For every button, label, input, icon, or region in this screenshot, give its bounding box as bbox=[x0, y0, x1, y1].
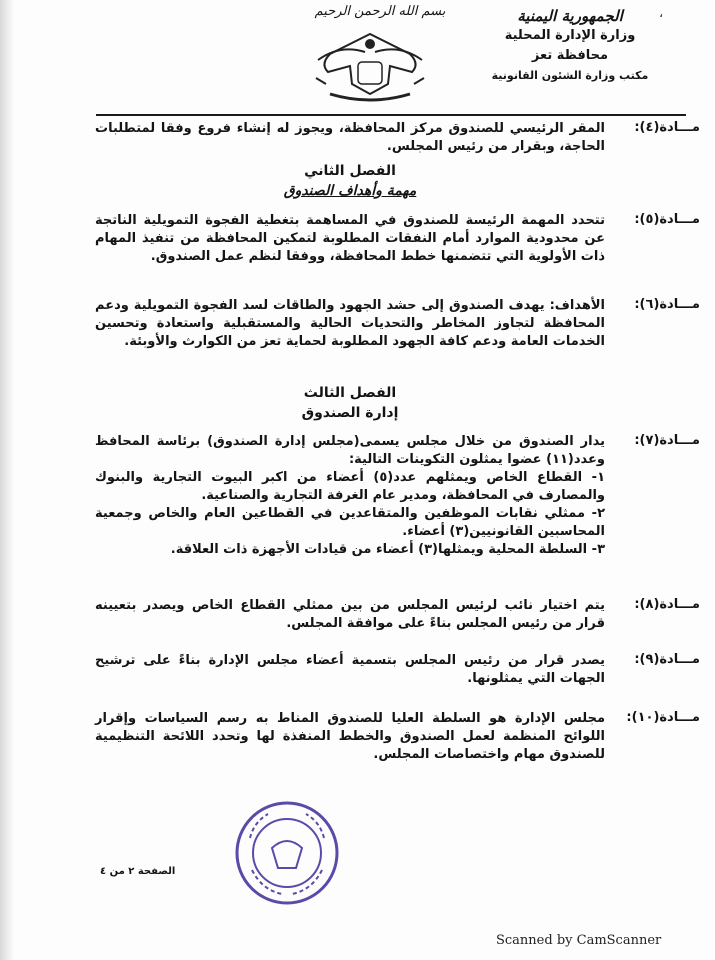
chapter-2-heading bbox=[100, 161, 600, 201]
republic-title: الجمهورية اليمنية bbox=[517, 7, 623, 25]
eagle-emblem-icon bbox=[310, 24, 430, 106]
chapter-title: الفصل الثاني bbox=[304, 163, 396, 179]
page-edge-shadow bbox=[0, 0, 14, 960]
article-intro: يدار الصندوق من خلال مجلس يسمى(مجلس إدارة الصندوق) برئاسة المحافظ وعدد(١١) عضوا يمثلون التكوينات التالية: bbox=[95, 434, 605, 467]
article-text: مجلس الإدارة هو السلطة العليا للصندوق المناط به رسم السياسات وإقرار اللوائح المنظمة لعمل الصندوق والخطط المنفذة لها وتحدد اللائحة التنظيمية للصندوق مهام واختصاصات المجلس. bbox=[95, 711, 605, 762]
article-label: مـــادة(٧): bbox=[634, 433, 700, 448]
article-label: مـــادة(٥): bbox=[634, 212, 700, 227]
ministry-name: وزارة الإدارة المحلية bbox=[504, 28, 636, 43]
list-item: ٢- ممثلي نقابات الموظفين والمتقاعدين في القطاعين العام والخاص وجمعية المحاسبين القانونيين(٣) أعضاء. bbox=[95, 506, 605, 539]
article-label: مـــادة(٩): bbox=[634, 652, 700, 667]
article-text: يتم اختيار نائب لرئيس المجلس من بين ممثلي القطاع الخاص ويصدر بتعيينه قرار من رئيس المجلس بناءً على موافقة المجلس. bbox=[95, 598, 605, 631]
corner-mark: ، bbox=[659, 6, 663, 20]
article-10 bbox=[95, 710, 700, 774]
official-stamp-icon bbox=[232, 798, 342, 908]
list-item: ١- القطاع الخاص ويمثلهم عدد(٥) أعضاء من اكبر البيوت التجارية والبنوك والمصارف في المحافظة، ومدير عام الغرفة التجارية والصناعية. bbox=[95, 470, 605, 503]
chapter-subtitle: مهمة وأهداف الصندوق bbox=[283, 183, 417, 199]
basmala: بسم الله الرحمن الرحيم bbox=[314, 4, 446, 19]
letterhead bbox=[465, 6, 675, 86]
list-item: ٣- السلطة المحلية ويمثلها(٣) أعضاء من قيادات الأجهزة ذات العلاقة. bbox=[170, 542, 605, 557]
article-text: تتحدد المهمة الرئيسة للصندوق في المساهمة بتغطية الفجوة التمويلية الناتجة عن محدودية الموارد أمام النفقات المطلوبة لتمكين المحافظة من تنفيذ المهام ذات الأولوية التي تتضمنها خطط المحافظة، ووفقا لنظم عمل الصندوق. bbox=[95, 213, 605, 264]
article-label: مـــادة(١٠): bbox=[626, 710, 700, 725]
article-6 bbox=[95, 297, 700, 377]
governorate-name: محافظة تعز bbox=[531, 48, 609, 63]
article-text bbox=[95, 433, 605, 559]
office-name: مكتب وزارة الشئون القانونية bbox=[491, 69, 649, 82]
article-text: الأهداف: يهدف الصندوق إلى حشد الجهود والطاقات لسد الفجوة التمويلية ودعم المحافظة لتجاوز المخاطر والتحديات الحالية والمستقبلية واستعادة وتحسين الخدمات العامة ودعم كافة الجهود المطلوبة لحماية تعز من الكوارث والأوبئة. bbox=[95, 298, 605, 349]
article-text: المقر الرئيسي للصندوق مركز المحافظة، ويجوز له إنشاء فروع وفقا لمتطلبات الحاجة، وبقرار من رئيس المجلس. bbox=[95, 121, 605, 154]
chapter-subtitle: إدارة الصندوق bbox=[301, 405, 399, 421]
article-label: مـــادة(٤): bbox=[634, 120, 700, 135]
article-label: مـــادة(٨): bbox=[634, 597, 700, 612]
header-divider bbox=[96, 114, 686, 116]
article-label: مـــادة(٦): bbox=[634, 297, 700, 312]
article-4 bbox=[95, 120, 700, 160]
article-9 bbox=[95, 652, 700, 698]
article-7 bbox=[95, 433, 700, 593]
article-text: يصدر قرار من رئيس المجلس بتسمية أعضاء مجلس الإدارة بناءً على ترشيح الجهات التي يمثلونها. bbox=[95, 653, 605, 686]
scanner-watermark: Scanned by CamScanner bbox=[496, 933, 662, 948]
chapter-3-heading bbox=[100, 383, 600, 423]
chapter-title: الفصل الثالث bbox=[303, 385, 397, 401]
article-5 bbox=[95, 212, 700, 274]
article-8 bbox=[95, 597, 700, 643]
page-number: الصفحة ٢ من ٤ bbox=[100, 866, 176, 877]
